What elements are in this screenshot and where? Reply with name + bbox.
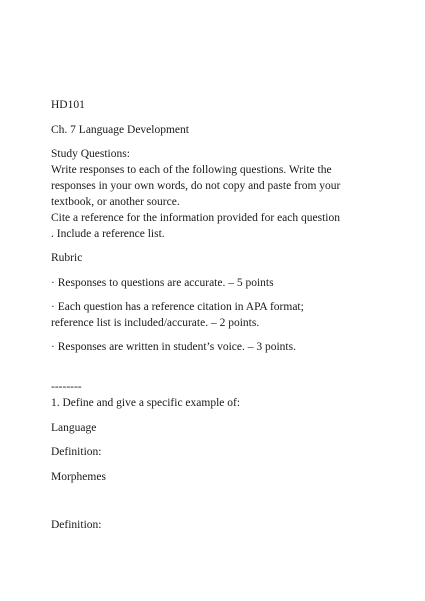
instructions-line-4: Cite a reference for the information provided for each question	[51, 212, 340, 224]
instructions-line-5: . Include a reference list.	[51, 228, 165, 240]
rubric-heading: Rubric	[51, 252, 83, 264]
term-morphemes: Morphemes	[51, 471, 106, 483]
definition-label-language: Definition:	[51, 446, 102, 458]
section-separator: --------	[51, 381, 82, 393]
chapter-title: Ch. 7 Language Development	[51, 124, 189, 136]
definition-label-morphemes: Definition:	[51, 519, 102, 531]
instructions-line-3: textbook, or another source.	[51, 196, 180, 208]
study-questions-heading: Study Questions:	[51, 148, 130, 160]
rubric-item-citation-line-1: · Each question has a reference citation in APA format;	[51, 301, 304, 313]
term-language: Language	[51, 422, 97, 434]
course-code: HD101	[51, 99, 85, 111]
question-1: 1. Define and give a specific example of:	[51, 397, 241, 409]
rubric-item-accuracy: · Responses to questions are accurate. – 5 points	[51, 277, 274, 289]
rubric-item-voice: · Responses are written in student’s voice. – 3 points.	[51, 341, 296, 353]
instructions-line-2: responses in your own words, do not copy and paste from your	[51, 180, 341, 192]
rubric-item-citation-line-2: reference list is included/accurate. – 2 points.	[51, 317, 260, 329]
instructions-line-1: Write responses to each of the following questions. Write the	[51, 164, 332, 176]
